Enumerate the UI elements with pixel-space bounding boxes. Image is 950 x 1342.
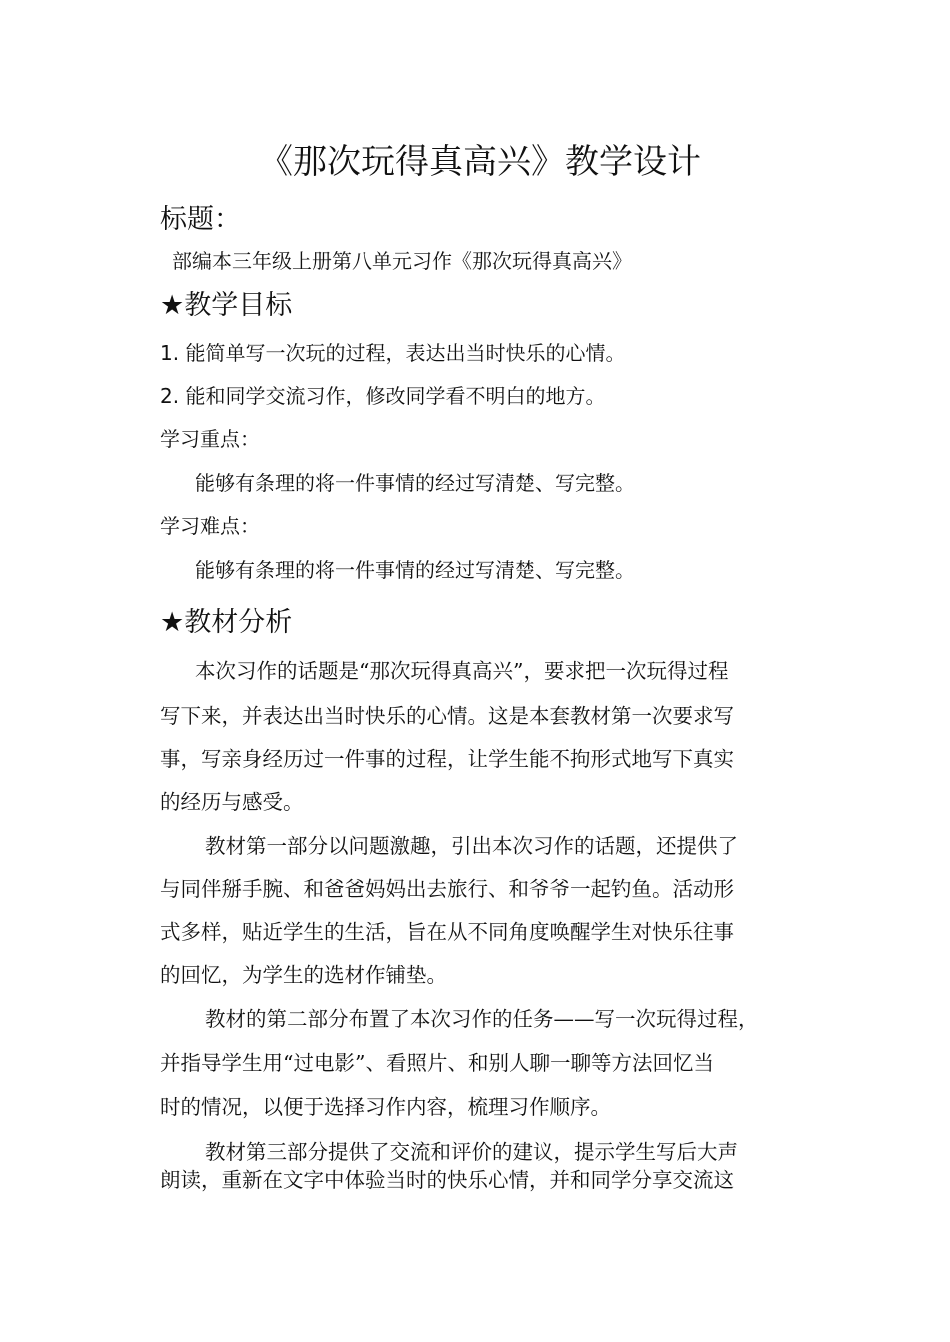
paragraph-line: 并指导学生用“过电影”、看照片、和别人聊一聊等方法回忆当 [160,1051,714,1075]
paragraph-line: 事，写亲身经历过一件事的过程，让学生能不拘形式地写下真实 [160,747,734,771]
paragraph-line: 教材第一部分以问题激趣，引出本次习作的话题，还提供了 [205,834,738,858]
paragraph-line: 的经历与感受。 [160,790,304,814]
objective-text: 能简单写一次玩的过程，表达出当时快乐的心情。 [185,341,626,365]
objective-text: 能和同学交流习作，修改同学看不明白的地方。 [185,384,606,408]
paragraph-line: 与同伴掰手腕、和爸爸妈妈出去旅行、和爷爷一起钓鱼。活动形 [160,877,734,901]
paragraph-line: 时的情况，以便于选择习作内容，梳理习作顺序。 [160,1095,611,1119]
lesson-subtitle: 部编本三年级上册第八单元习作《那次玩得真高兴》 [172,249,632,273]
objective-item [160,381,605,411]
document-title: 《那次玩得真高兴》教学设计 [259,142,701,182]
objective-number: 1. [160,341,180,365]
paragraph-line: 式多样，贴近学生的生活，旨在从不同角度唤醒学生对快乐往事 [160,920,734,944]
key-point-label: 学习重点： [160,427,260,451]
analysis-heading: ★教材分析 [160,607,293,638]
paragraph-line: 朗读，重新在文字中体验当时的快乐心情，并和同学分享交流这 [160,1168,734,1192]
title-label: 标题： [160,204,241,235]
paragraph-line: 写下来，并表达出当时快乐的心情。这是本套教材第一次要求写 [160,704,734,728]
paragraph-line: 教材的第二部分布置了本次习作的任务——写一次玩得过程， [205,1007,759,1031]
objective-number: 2. [160,384,180,408]
key-point-text: 能够有条理的将一件事情的经过写清楚、写完整。 [195,471,635,495]
paragraph-line: 教材第三部分提供了交流和评价的建议，提示学生写后大声 [205,1140,738,1164]
paragraph-line: 本次习作的话题是“那次玩得真高兴”，要求把一次玩得过程 [195,659,729,683]
difficulty-text: 能够有条理的将一件事情的经过写清楚、写完整。 [195,558,635,582]
objective-item [160,338,625,368]
difficulty-label: 学习难点： [160,514,260,538]
paragraph-line: 的回忆，为学生的选材作铺垫。 [160,963,447,987]
objectives-heading: ★教学目标 [160,290,293,321]
